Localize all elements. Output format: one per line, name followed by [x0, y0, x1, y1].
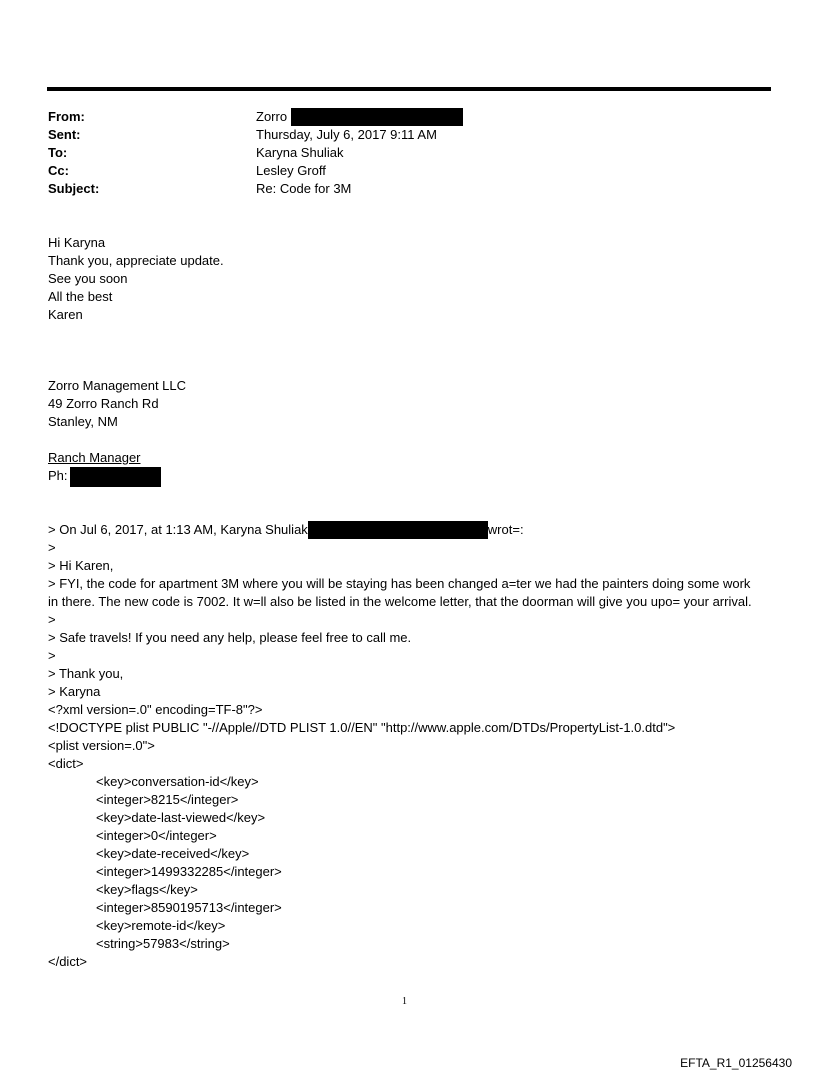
from-name: Zorro [256, 109, 288, 124]
quote-line: > Safe travels! If you need any help, please feel free to call me. [48, 630, 412, 645]
plist-doctype: <!DOCTYPE plist PUBLIC "-//Apple//DTD PLIST 1.0//EN" "http://www.apple.com/DTDs/PropertyList-1.0.dtd"> [48, 720, 676, 735]
redaction-box [70, 467, 161, 487]
to-value: Karyna Shuliak [256, 145, 344, 160]
quote-intro-start: > On Jul 6, 2017, at 1:13 AM, Karyna Shuliak [48, 522, 308, 537]
plist-entry: <string>57983</string> [96, 936, 230, 951]
message-line: Thank you, appreciate update. [48, 253, 224, 268]
cc-value: Lesley Groff [256, 163, 326, 178]
redaction-box [291, 108, 463, 126]
from-value [256, 108, 463, 126]
plist-entry: <key>date-received</key> [96, 846, 250, 861]
signature-address-2: Stanley, NM [48, 414, 118, 429]
quote-line: > [48, 648, 56, 663]
plist-entry: <integer>0</integer> [96, 828, 217, 843]
header-rule [47, 87, 771, 91]
plist-dict-open: <dict> [48, 756, 84, 771]
message-line: Hi Karyna [48, 235, 106, 250]
quote-line: > [48, 540, 56, 555]
plist-xml-declaration: <?xml version=.0" encoding=TF-8"?> [48, 702, 263, 717]
quote-line: > Thank you, [48, 666, 124, 681]
page-number: 1 [402, 996, 407, 1007]
signature-address-1: 49 Zorro Ranch Rd [48, 396, 159, 411]
message-line: See you soon [48, 271, 128, 286]
message-line: All the best [48, 289, 113, 304]
signature-block [48, 377, 186, 487]
sent-value: Thursday, July 6, 2017 9:11 AM [256, 127, 437, 142]
quote-line: > Hi Karen, [48, 558, 114, 573]
plist-open-tag: <plist version=.0"> [48, 738, 155, 753]
quote-intro-end: wrot=: [487, 522, 524, 537]
plist-entry: <key>conversation-id</key> [96, 774, 259, 789]
quote-line: > [48, 612, 56, 627]
quote-intro [48, 521, 753, 539]
sent-label: Sent: [48, 127, 81, 142]
to-label: To: [48, 145, 68, 160]
quote-line: > FYI, the code for apartment 3M where you will be staying has been changed a=ter we had the painters doing some work in there. The new code is 7002. It w=ll also be listed in the welcome letter, that the doorman will give you upo= your arrival. [48, 576, 755, 609]
cc-label: Cc: [48, 163, 69, 178]
plist-entry: <key>date-last-viewed</key> [96, 810, 266, 825]
signature-phone [48, 467, 186, 487]
redaction-box [308, 521, 488, 539]
plist-entry: <integer>8590195713</integer> [96, 900, 282, 915]
plist-entry: <integer>1499332285</integer> [96, 864, 282, 879]
subject-label: Subject: [48, 181, 100, 196]
plist-entry: <key>flags</key> [96, 882, 198, 897]
plist-entry: <key>remote-id</key> [96, 918, 226, 933]
from-label: From: [48, 109, 85, 124]
message-body [48, 234, 224, 324]
quote-line: > Karyna [48, 684, 101, 699]
subject-value: Re: Code for 3M [256, 181, 352, 196]
plist-dict-close: </dict> [48, 954, 88, 969]
plist-entry: <integer>8215</integer> [96, 792, 239, 807]
phone-label: Ph: [48, 468, 68, 483]
bates-number: EFTA_R1_01256430 [680, 1056, 792, 1070]
signature-title: Ranch Manager [48, 450, 141, 465]
quoted-message [48, 521, 753, 971]
signature-company: Zorro Management LLC [48, 378, 187, 393]
message-line: Karen [48, 307, 83, 322]
